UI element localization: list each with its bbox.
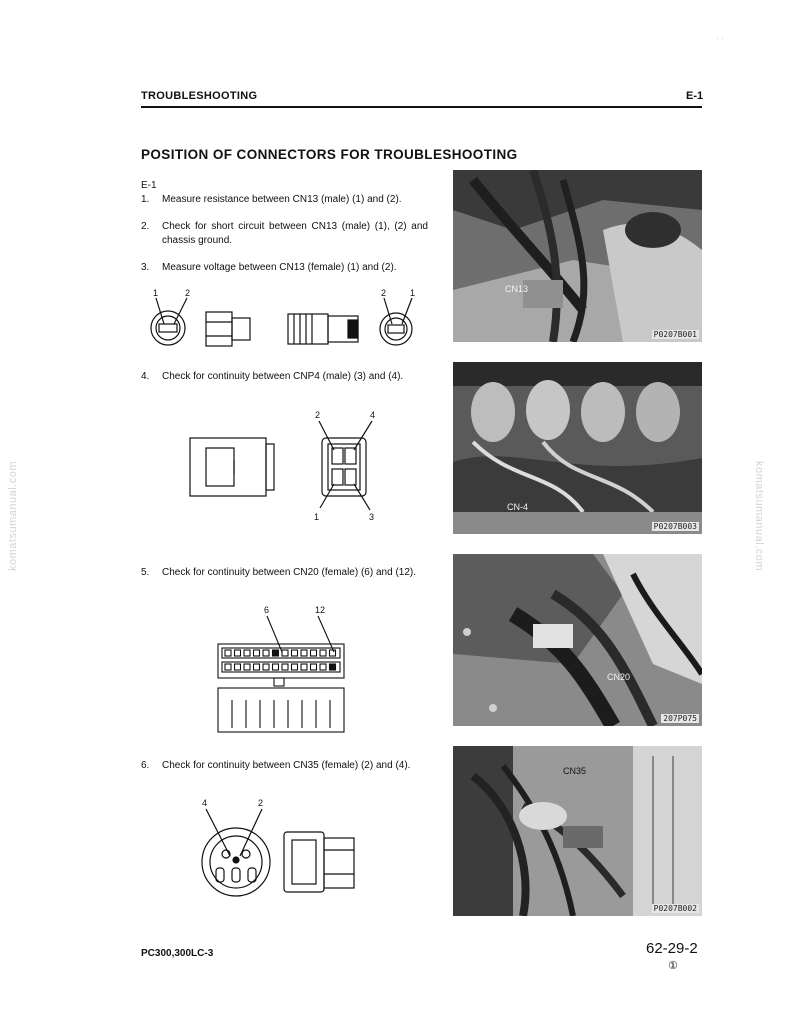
photo-connector-label: CN13 xyxy=(505,284,529,294)
connector-pin-cell xyxy=(301,650,307,656)
watermark-left: komatsumanual.com xyxy=(7,461,19,571)
pin-label: 4 xyxy=(370,410,376,420)
pin-label: 1 xyxy=(314,512,320,520)
connector-pin-cell xyxy=(225,650,231,656)
connector-pin-cell xyxy=(292,650,298,656)
pin-label: 1 xyxy=(410,288,416,298)
watermark-right: komatsumanual.com xyxy=(753,461,765,571)
step-number: 1. xyxy=(141,194,150,205)
header-code: E-1 xyxy=(686,90,704,102)
connector-pin-cell xyxy=(320,650,326,656)
step-5 xyxy=(141,566,431,594)
cnp4-connector-diagram xyxy=(186,408,386,520)
step-1 xyxy=(141,193,431,207)
pin-label: 6 xyxy=(264,605,270,615)
pin-label: 1 xyxy=(153,288,159,298)
header-rule xyxy=(141,106,702,108)
connector-pin-cell xyxy=(330,650,336,656)
step-text: Measure resistance between CN13 (male) (1) and (2). xyxy=(162,194,402,205)
photo-cn35 xyxy=(453,746,702,916)
pin-label: 2 xyxy=(381,288,387,298)
photo-connector-label: CN-4 xyxy=(507,502,529,512)
connector-pin-cell xyxy=(311,650,317,656)
connector-pin-cell xyxy=(292,664,298,670)
connector-pin-cell xyxy=(254,664,260,670)
connector-pin-cell xyxy=(225,664,231,670)
pin-label: 12 xyxy=(315,605,326,615)
step-2 xyxy=(141,220,431,248)
connector-pin-cell xyxy=(273,650,279,656)
connector-pin-cell xyxy=(235,650,241,656)
section-label: E-1 xyxy=(141,180,157,191)
connector-pin-cell xyxy=(273,664,279,670)
connector-pin-cell xyxy=(244,650,250,656)
connector-pin-cell xyxy=(282,650,288,656)
connector-pin-cell xyxy=(311,664,317,670)
scan-speck: · · xyxy=(716,34,724,43)
photo-code: 207P075 xyxy=(663,714,697,723)
connector-pin-cell xyxy=(254,650,260,656)
pin-label: 4 xyxy=(202,798,208,808)
step-number: 6. xyxy=(141,760,150,771)
step-text: Check for short circuit between CN13 (male) (1), (2) and chassis ground. xyxy=(162,221,428,246)
photo-cn13 xyxy=(453,170,702,342)
step-text: Check for continuity between CN20 (female) (6) and (12). xyxy=(162,567,417,578)
step-6 xyxy=(141,759,431,773)
step-number: 2. xyxy=(141,221,150,232)
cn13-connector-diagram xyxy=(140,284,430,356)
revision-mark: ① xyxy=(668,960,678,972)
connector-pin-cell xyxy=(282,664,288,670)
step-3 xyxy=(141,261,431,275)
footer-page-number: 62-29-2 xyxy=(646,940,698,957)
cn20-connector-diagram xyxy=(212,604,354,740)
step-text: Check for continuity between CN35 (female) (2) and (4). xyxy=(162,760,411,771)
connector-pin-cell xyxy=(320,664,326,670)
pin-label: 3 xyxy=(369,512,375,520)
header-section: TROUBLESHOOTING xyxy=(141,90,258,102)
connector-pin-cell xyxy=(263,650,269,656)
photo-code: P0207B003 xyxy=(653,522,697,531)
step-number: 5. xyxy=(141,567,150,578)
footer-model: PC300,300LC-3 xyxy=(141,948,214,959)
photo-connector-label: CN20 xyxy=(607,672,631,682)
cn35-connector-diagram xyxy=(190,794,370,906)
connector-pin-cell xyxy=(244,664,250,670)
photo-connector-label: CN35 xyxy=(563,766,587,776)
step-text: Measure voltage between CN13 (female) (1) and (2). xyxy=(162,262,397,273)
connector-pin-cell xyxy=(235,664,241,670)
pin-label: 2 xyxy=(258,798,264,808)
pin-label: 2 xyxy=(315,410,321,420)
photo-cn20 xyxy=(453,554,702,726)
step-number: 4. xyxy=(141,371,150,382)
connector-pin-cell xyxy=(263,664,269,670)
step-number: 3. xyxy=(141,262,150,273)
photo-code: P0207B002 xyxy=(653,904,697,913)
photo-code: P0207B001 xyxy=(653,330,697,339)
photo-cnp4 xyxy=(453,362,702,534)
connector-pin-cell xyxy=(301,664,307,670)
step-text: Check for continuity between CNP4 (male) (3) and (4). xyxy=(162,371,404,382)
step-4 xyxy=(141,370,431,384)
connector-pin-cell xyxy=(330,664,336,670)
page-title: POSITION OF CONNECTORS FOR TROUBLESHOOTING xyxy=(141,147,518,162)
pin-label: 2 xyxy=(185,288,191,298)
